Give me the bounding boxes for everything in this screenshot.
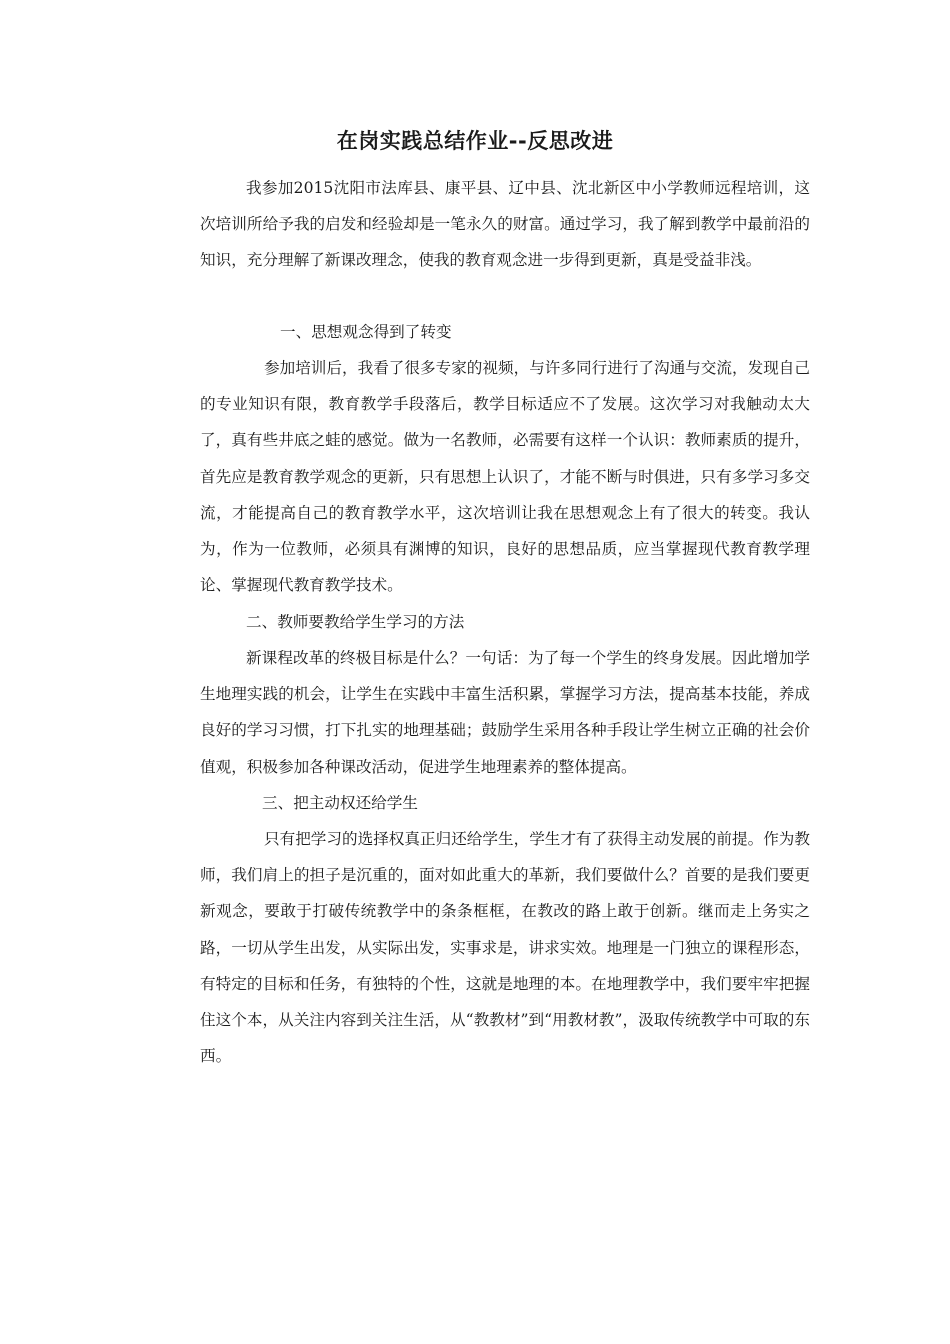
section-1-heading: 一、思想观念得到了转变 bbox=[280, 323, 452, 341]
section-1-paragraph: 参加培训后，我看了很多专家的视频，与许多同行进行了沟通与交流，发现自己的专业知识有限，教育教学手段落后，教学目标适应不了发展。这次学习对我触动太大了，真有些井底之蛙的感觉。做为一名教师，必需要有这样一个认识：教师素质的提升，首先应是教育教学观念的更新，只有思想上认识了，才能不断与时俱进，只有多学习多交流，才能提高自己的教育教学水平，这次培训让我在思想观念上有了很大的转变。我认为，作为一位教师，必须具有渊博的知识，良好的思想品质，应当掌握现代教育教学理论、掌握现代教育教学技术。 bbox=[200, 359, 810, 595]
section-3-paragraph: 只有把学习的选择权真正归还给学生，学生才有了获得主动发展的前提。作为教师，我们肩上的担子是沉重的，面对如此重大的革新，我们要做什么？首要的是我们要更新观念，要敢于打破传统教学中的条条框框，在教改的路上敢于创新。继而走上务实之路，一切从学生出发，从实际出发，实事求是，讲求实效。地理是一门独立的课程形态，有特定的目标和任务，有独特的个性，这就是地理的本。在地理教学中，我们要牢牢把握住这个本，从关注内容到关注生活，从“教教材”到“用教材教”，汲取传统教学中可取的东西。 bbox=[200, 830, 810, 1066]
section-3-heading: 三、把主动权还给学生 bbox=[262, 794, 418, 812]
document-title: 在岗实践总结作业--反思改进 bbox=[336, 129, 614, 153]
section-2-paragraph: 新课程改革的终极目标是什么？一句话：为了每一个学生的终身发展。因此增加学生地理实践的机会，让学生在实践中丰富生活积累，掌握学习方法，提高基本技能，养成良好的学习习惯，打下扎实的地理基础；鼓励学生采用各种手段让学生树立正确的社会价值观，积极参加各种课改活动，促进学生地理素养的整体提高。 bbox=[200, 649, 810, 776]
section-2-heading: 二、教师要教给学生学习的方法 bbox=[246, 613, 465, 631]
intro-paragraph: 我参加2015沈阳市法库县、康平县、辽中县、沈北新区中小学教师远程培训，这次培训所给予我的启发和经验却是一笔永久的财富。通过学习，我了解到教学中最前沿的知识，充分理解了新课改理念，使我的教育观念进一步得到更新，真是受益非浅。 bbox=[200, 179, 810, 270]
